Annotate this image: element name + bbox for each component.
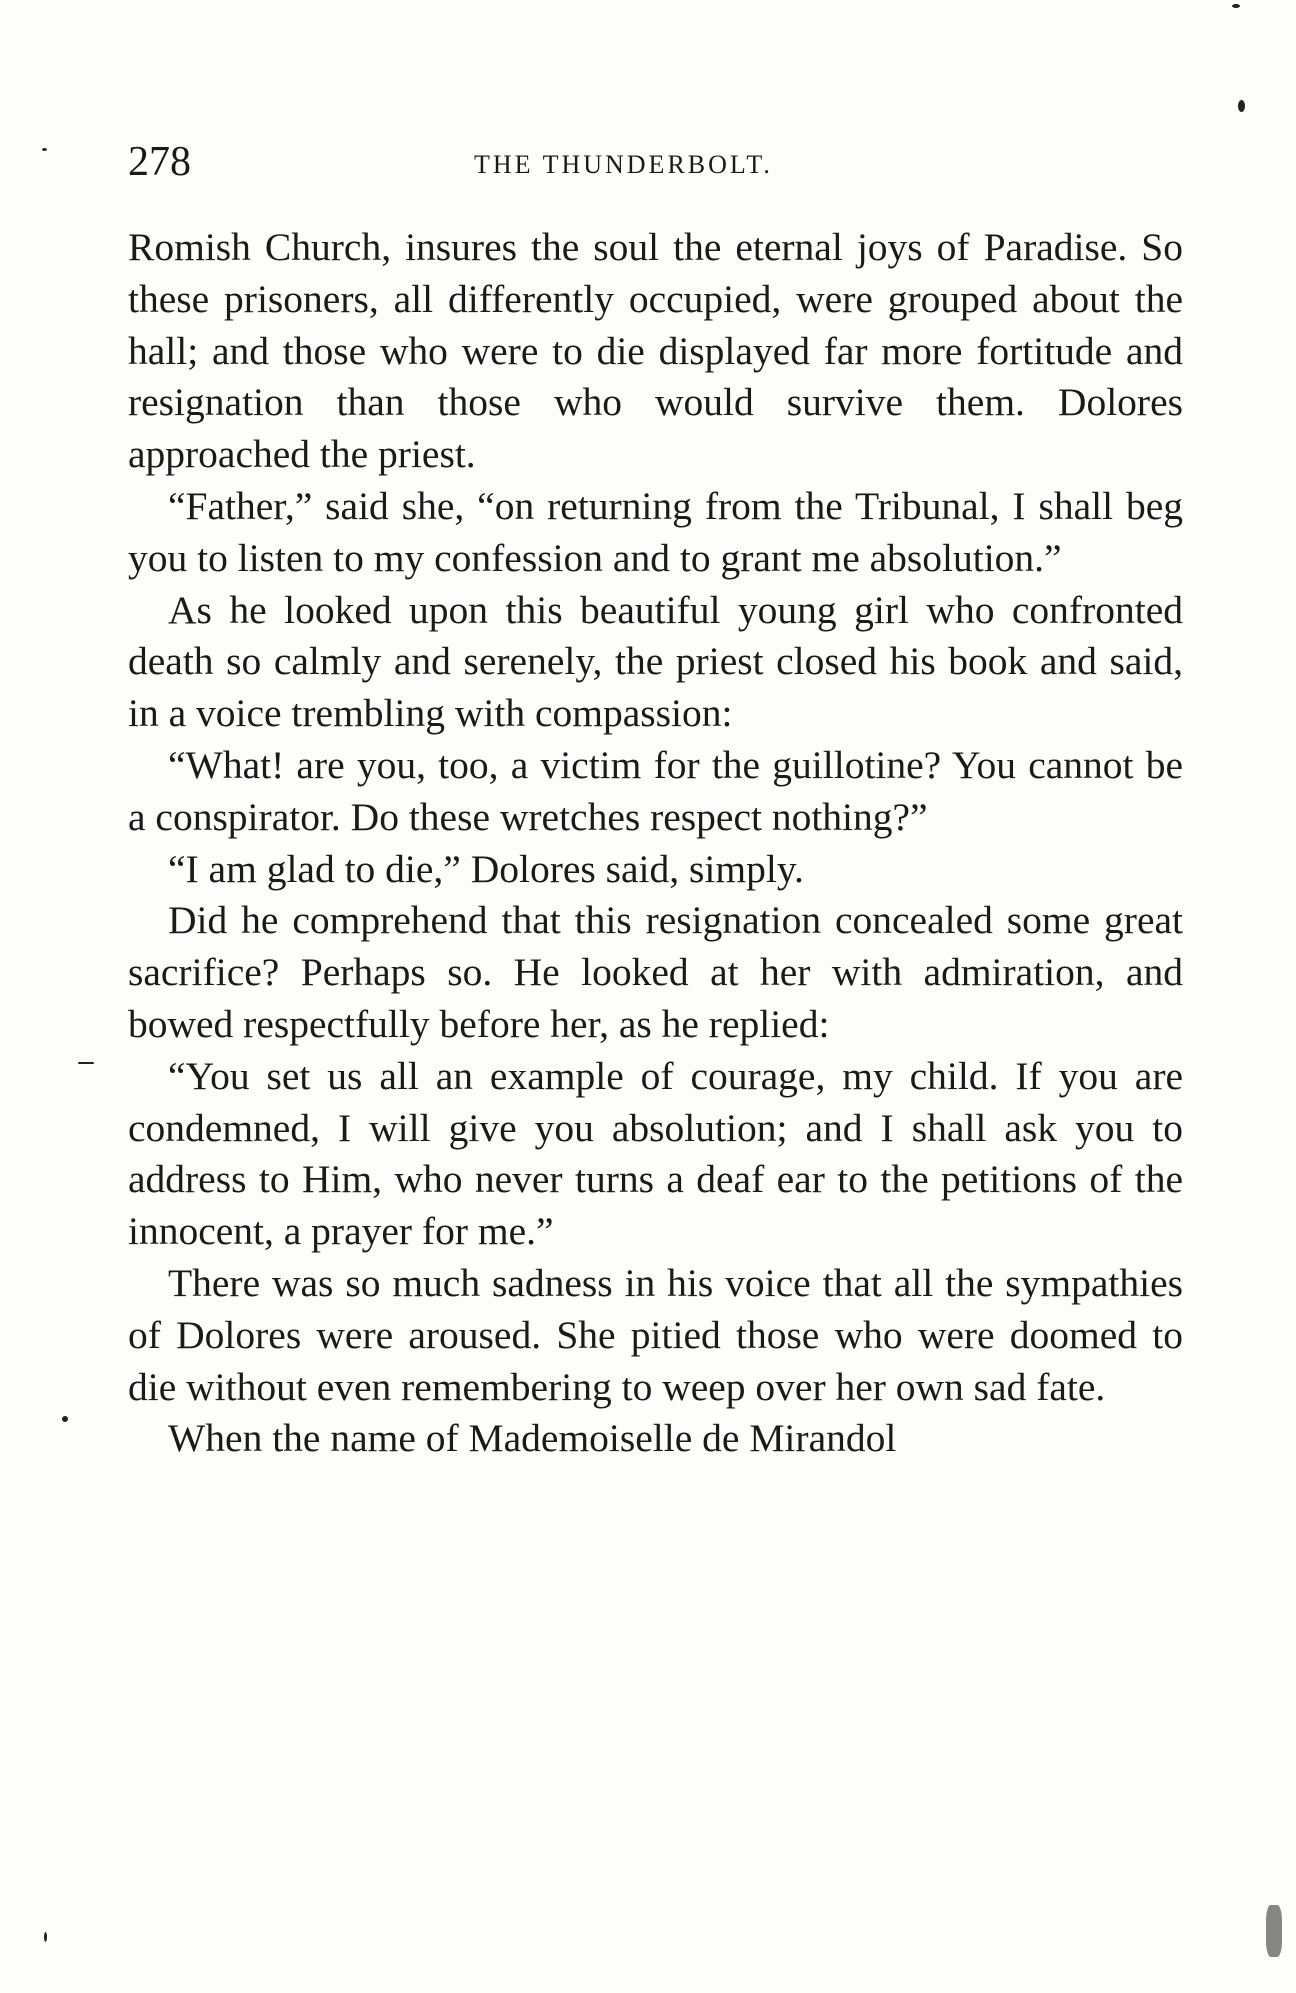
paragraph: There was so much sadness in his voice that all the sympathies of Dolores were aroused. She pitied those who were doomed to die without even remembering to weep over her own sad fate. xyxy=(128,1260,1183,1409)
paragraph: When the name of Mademoiselle de Mirandol xyxy=(168,1416,897,1461)
paragraph: As he looked upon this beautiful young girl who confronted death so calmly and serenely, the priest closed his book and said, in a voice trembling with compassion: xyxy=(128,587,1183,736)
scan-speck xyxy=(44,1932,47,1942)
body-text xyxy=(128,222,1183,1465)
scan-speck xyxy=(1238,100,1245,112)
scan-speck xyxy=(78,1062,94,1064)
paragraph: “You set us all an example of courage, my child. If you are condemned, I will give you absolution; and I shall ask you to address to Him, who never turns a deaf ear to the petitions of the innocent, a prayer for me.” xyxy=(128,1053,1183,1254)
scan-speck xyxy=(62,1416,68,1422)
paragraph: Did he comprehend that this resignation concealed some great sacrifice? Perhaps so. He looked at her with admiration, and bowed respectfully before her, as he replied: xyxy=(128,898,1183,1046)
page-header xyxy=(128,138,1180,188)
scan-speck xyxy=(1232,4,1240,8)
running-title: THE THUNDERBOLT. xyxy=(474,150,773,179)
paragraph: Romish Church, insures the soul the eternal joys of Paradise. So these prisoners, all differently occupied, were grouped about the hall; and those who were to die displayed far more fortitude and resignation than those who would survive them. Dolores approached the priest. xyxy=(128,225,1183,477)
paragraph: “I am glad to die,” Dolores said, simply. xyxy=(168,846,804,891)
page-number: 278 xyxy=(128,139,191,185)
scan-speck xyxy=(1266,1905,1282,1957)
paragraph: “Father,” said she, “on returning from the Tribunal, I shall beg you to listen to my confession and to grant me absolution.” xyxy=(128,483,1183,580)
scan-speck xyxy=(42,148,47,151)
paragraph: “What! are you, too, a victim for the guillotine? You cannot be a conspirator. Do these wretches respect nothing?” xyxy=(128,742,1183,839)
